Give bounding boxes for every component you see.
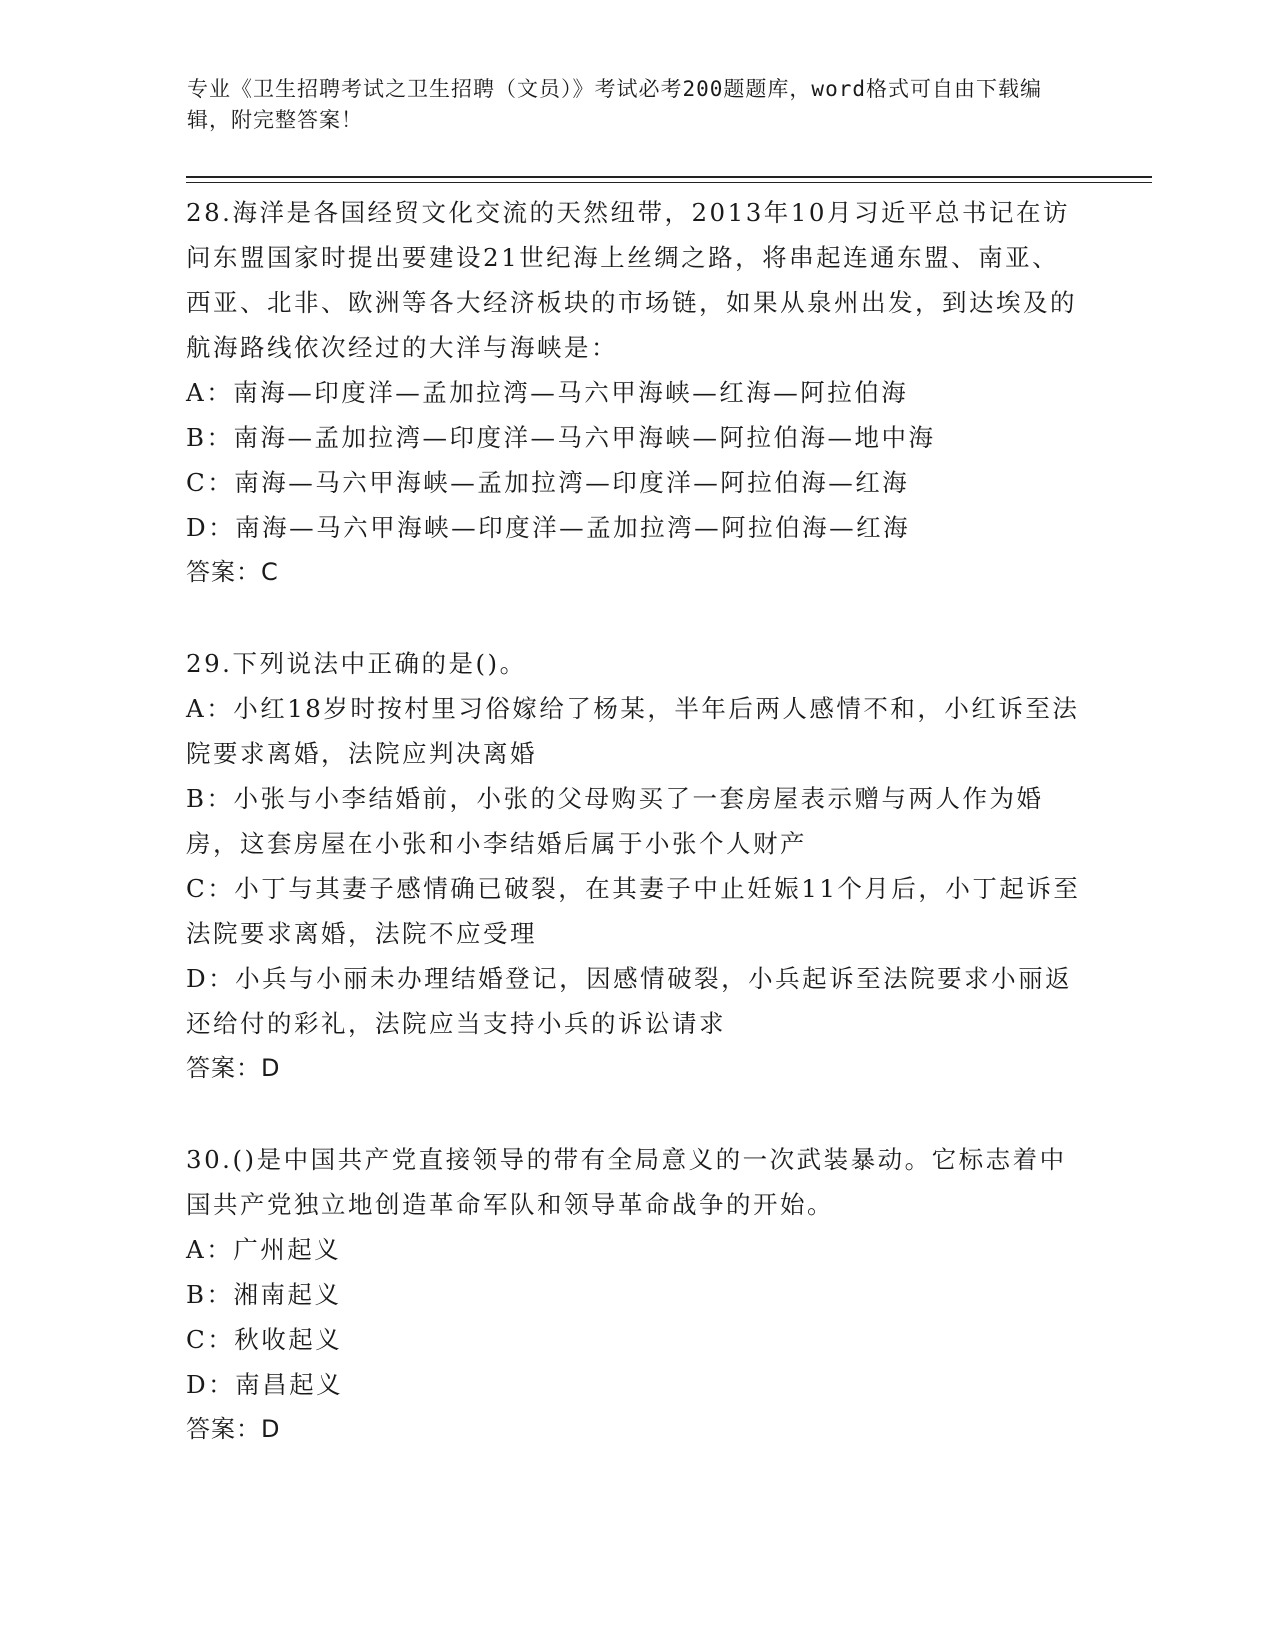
option-c: C：秋收起义 <box>186 1325 343 1354</box>
header-divider-thick <box>186 176 1152 178</box>
header-divider-thin <box>186 182 1152 183</box>
option-a: A：小红18岁时按村里习俗嫁给了杨某，半年后两人感情不和，小红诉至法院要求离婚，法院应判决离婚 <box>186 694 1080 768</box>
question-text: 30.()是中国共产党直接领导的带有全局意义的一次武装暴动。它标志着中国共产党独立地创造革命军队和领导革命战争的开始。 <box>186 1145 1067 1219</box>
option-d: D：小兵与小丽未办理结婚登记，因感情破裂，小兵起诉至法院要求小丽返还给付的彩礼，法院应当支持小兵的诉讼请求 <box>186 964 1073 1038</box>
question-30 <box>186 1137 1086 1452</box>
option-d: D：南昌起义 <box>186 1370 344 1399</box>
option-a: A：南海—印度洋—孟加拉湾—马六甲海峡—红海—阿拉伯海 <box>186 378 909 407</box>
question-text: 29.下列说法中正确的是()。 <box>186 649 527 678</box>
answer: 答案：C <box>186 558 279 586</box>
option-b: B：小张与小李结婚前，小张的父母购买了一套房屋表示赠与两人作为婚房，这套房屋在小张和小李结婚后属于小张个人财产 <box>186 784 1044 858</box>
question-list <box>186 190 1086 1498</box>
option-d: D：南海—马六甲海峡—印度洋—孟加拉湾—阿拉伯海—红海 <box>186 513 911 542</box>
answer: 答案：D <box>186 1415 281 1443</box>
option-c: C：小丁与其妻子感情确已破裂，在其妻子中止妊娠11个月后，小丁起诉至法院要求离婚，法院不应受理 <box>186 874 1081 948</box>
question-text: 28.海洋是各国经贸文化交流的天然纽带，2013年10月习近平总书记在访问东盟国家时提出要建设21世纪海上丝绸之路，将串起连通东盟、南亚、西亚、北非、欧洲等各大经济板块的市场链，如果从泉州出发，到达埃及的航海路线依次经过的大洋与海峡是： <box>186 198 1077 362</box>
document-header: 专业《卫生招聘考试之卫生招聘（文员）》考试必考200题题库，word格式可自由下载编辑，附完整答案！ <box>187 77 1042 132</box>
answer: 答案：D <box>186 1054 281 1082</box>
option-b: B：湘南起义 <box>186 1280 342 1309</box>
option-a: A：广州起义 <box>186 1235 342 1264</box>
option-c: C：南海—马六甲海峡—孟加拉湾—印度洋—阿拉伯海—红海 <box>186 468 910 497</box>
question-28 <box>186 190 1086 595</box>
option-b: B：南海—孟加拉湾—印度洋—马六甲海峡—阿拉伯海—地中海 <box>186 423 936 452</box>
question-29 <box>186 641 1086 1091</box>
